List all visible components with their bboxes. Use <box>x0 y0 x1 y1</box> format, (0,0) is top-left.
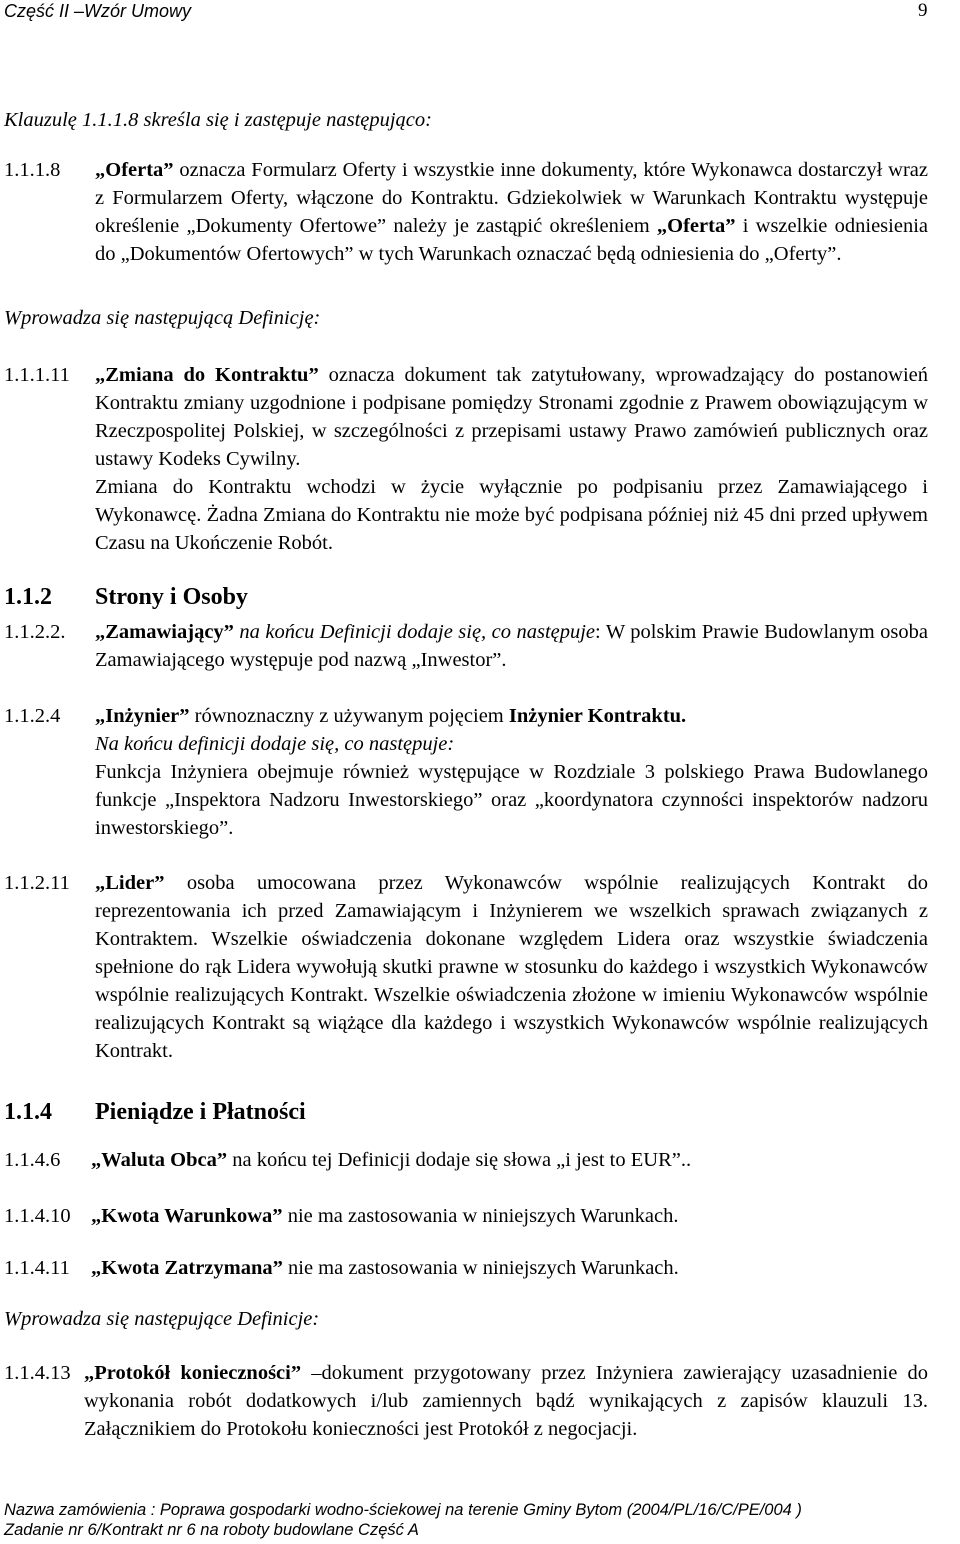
term-kwota-zatrzymana: „Kwota Zatrzymana” <box>91 1257 283 1279</box>
heading-1-1-4: 1.1.4 Pieniądze i Płatności <box>4 1099 306 1125</box>
clause-body: „Kwota Warunkowa” nie ma zastosowania w niniejszych Warunkach. <box>91 1205 679 1227</box>
clause-body: „Kwota Zatrzymana” nie ma zastosowania w niniejszych Warunkach. <box>91 1257 679 1279</box>
footer-task-name: Zadanie nr 6/Kontrakt nr 6 na roboty budowlane Część A <box>4 1521 419 1539</box>
clause-paragraph-2: Funkcja Inżyniera obejmuje również występujące w Rozdziale 3 polskiego Prawa Budowlanego funkcje „Inspektora Nadzoru Inwestorskiego” oraz „koordynatora czynności inspektorów nadzoru inwestorskiego”. <box>95 761 928 839</box>
clause-body: „Zamawiający” na końcu Definicji dodaje się, co następuje: W polskim Prawie Budowlanym osoba Zamawiającego występuje pod nazwą „Inwestor”. <box>95 621 928 671</box>
term-zamawiajacy: „Zamawiający” <box>95 621 234 643</box>
intro-new-definitions: Wprowadza się następujące Definicje: <box>4 1308 320 1330</box>
intro-new-definition: Wprowadza się następującą Definicję: <box>4 307 321 329</box>
clause-number: 1.1.2.2. <box>4 621 66 643</box>
clause-number: 1.1.4.13 <box>4 1362 71 1384</box>
clause-number: 1.1.4.6 <box>4 1149 61 1171</box>
definition-1-1-2-4 <box>4 702 928 842</box>
clause-body: „Zmiana do Kontraktu” oznacza dokument tak zatytułowany, wprowadzający do postanowień Kontraktu zmiany uzgodnione i podpisane pomiędzy Stronami zgodnie z Prawem obowiązującym w Rzeczpospolitej Polskiej, w szczególności z przepisami ustawy Prawo zamówień publicznych oraz ustawy Kodeks Cywilny. Zmiana do Kontraktu wchodzi w życie wyłącznie po podpisaniu przez Zamawiającego i Wykonawcę. Żadna Zmiana do Kontraktu nie może być podpisana później niż 45 dni przed upływem Czasu na Ukończenie Robót. <box>95 361 928 557</box>
term-waluta-obca: „Waluta Obca” <box>91 1149 228 1171</box>
clause-number: 1.1.1.8 <box>4 159 61 181</box>
clause-body: „Protokół konieczności” –dokument przygotowany przez Inżyniera zawierający uzasadnienie do wykonania robót dodatkowych i/lub zamiennych bądź wynikających z zapisów klauzuli 13. Załącznikiem do Protokołu konieczności jest Protokół z negocjacji. <box>84 1362 928 1440</box>
heading-1-1-2: 1.1.2 Strony i Osoby <box>4 584 248 610</box>
clause-body: „Oferta” oznacza Formularz Oferty i wszystkie inne dokumenty, które Wykonawca dostarczył wraz z Formularzem Oferty, włączone do Kontraktu. Gdziekolwiek w Warunkach Kontraktu występuje określenie „Dokumenty Ofertowe” należy je zastąpić określeniem „Oferta” i wszelkie odniesienia do „Dokumentów Ofertowych” w tych Warunkach oznaczać będą odniesienia do „Oferty”. <box>95 159 928 265</box>
definition-1-1-2-2 <box>4 618 928 674</box>
term-oferta: „Oferta” <box>95 159 174 181</box>
definition-1-1-1-11 <box>4 361 928 557</box>
clause-body: „Lider” osoba umocowana przez Wykonawców wspólnie realizujących Kontrakt do reprezentowania ich przed Zamawiającym i Inżynierem we wszelkich sprawach związanych z Kontraktem. Wszelkie oświadczenia dokonane względem Lidera oraz wszystkie świadczenia spełnione do rąk Lidera wywołują skutki prawne w stosunku do każdego i wszystkich Wykonawców wspólnie realizujących Kontrakt. Wszelkie oświadczenia złożone w imieniu Wykonawców wspólnie realizujących Kontrakt są wiążące dla każdego i wszystkich Wykonawców wspólnie realizujących Kontrakt. <box>95 872 928 1062</box>
definition-1-1-4-10 <box>4 1202 928 1230</box>
clause-note: Na końcu definicji dodaje się, co następuje: <box>95 733 455 755</box>
definition-1-1-1-8 <box>4 156 928 268</box>
term-inzynier: „Inżynier” <box>95 705 190 727</box>
header-page-number: 9 <box>918 0 928 21</box>
definition-1-1-4-6 <box>4 1146 928 1174</box>
clause-number: 1.1.4.11 <box>4 1257 70 1279</box>
intro-replace-clause: Klauzulę 1.1.1.8 skreśla się i zastępuje następująco: <box>4 109 432 131</box>
term-protokol-koniecznosci: „Protokół konieczności” <box>84 1362 302 1384</box>
header-part-title: Część II –Wzór Umowy <box>4 1 192 21</box>
term-inzynier-kontraktu: Inżynier Kontraktu. <box>508 705 687 727</box>
clause-number: 1.1.2.4 <box>4 705 61 727</box>
clause-paragraph-2: Zmiana do Kontraktu wchodzi w życie wyłącznie po podpisaniu przez Zamawiającego i Wykonawcę. Żadna Zmiana do Kontraktu nie może być podpisana później niż 45 dni przed upływem Czasu na Ukończenie Robót. <box>95 476 928 554</box>
term-oferta-2: „Oferta” <box>656 215 736 237</box>
definition-1-1-4-11 <box>4 1254 928 1282</box>
definition-1-1-2-11 <box>4 869 928 1065</box>
clause-body: „Inżynier” równoznaczny z używanym pojęciem Inżynier Kontraktu. Na końcu definicji dodaje się, co następuje: Funkcja Inżyniera obejmuje również występujące w Rozdziale 3 polskiego Prawa Budowlanego funkcje „Inspektora Nadzoru Inwestorskiego” oraz „koordynatora czynności inspektorów nadzoru inwestorskiego”. <box>95 702 928 842</box>
clause-number: 1.1.1.11 <box>4 364 70 386</box>
clause-body: „Waluta Obca” na końcu tej Definicji dodaje się słowa „i jest to EUR”.. <box>91 1149 692 1171</box>
term-zmiana-do-kontraktu: „Zmiana do Kontraktu” <box>95 364 319 386</box>
definition-1-1-4-13 <box>4 1359 928 1443</box>
clause-number: 1.1.2.11 <box>4 872 70 894</box>
term-lider: „Lider” <box>95 872 165 894</box>
clause-number: 1.1.4.10 <box>4 1205 71 1227</box>
term-kwota-warunkowa: „Kwota Warunkowa” <box>91 1205 283 1227</box>
footer-order-name: Nazwa zamówienia : Poprawa gospodarki wodno-ściekowej na terenie Gminy Bytom (2004/PL/16/C/PE/004 ) <box>4 1501 802 1519</box>
